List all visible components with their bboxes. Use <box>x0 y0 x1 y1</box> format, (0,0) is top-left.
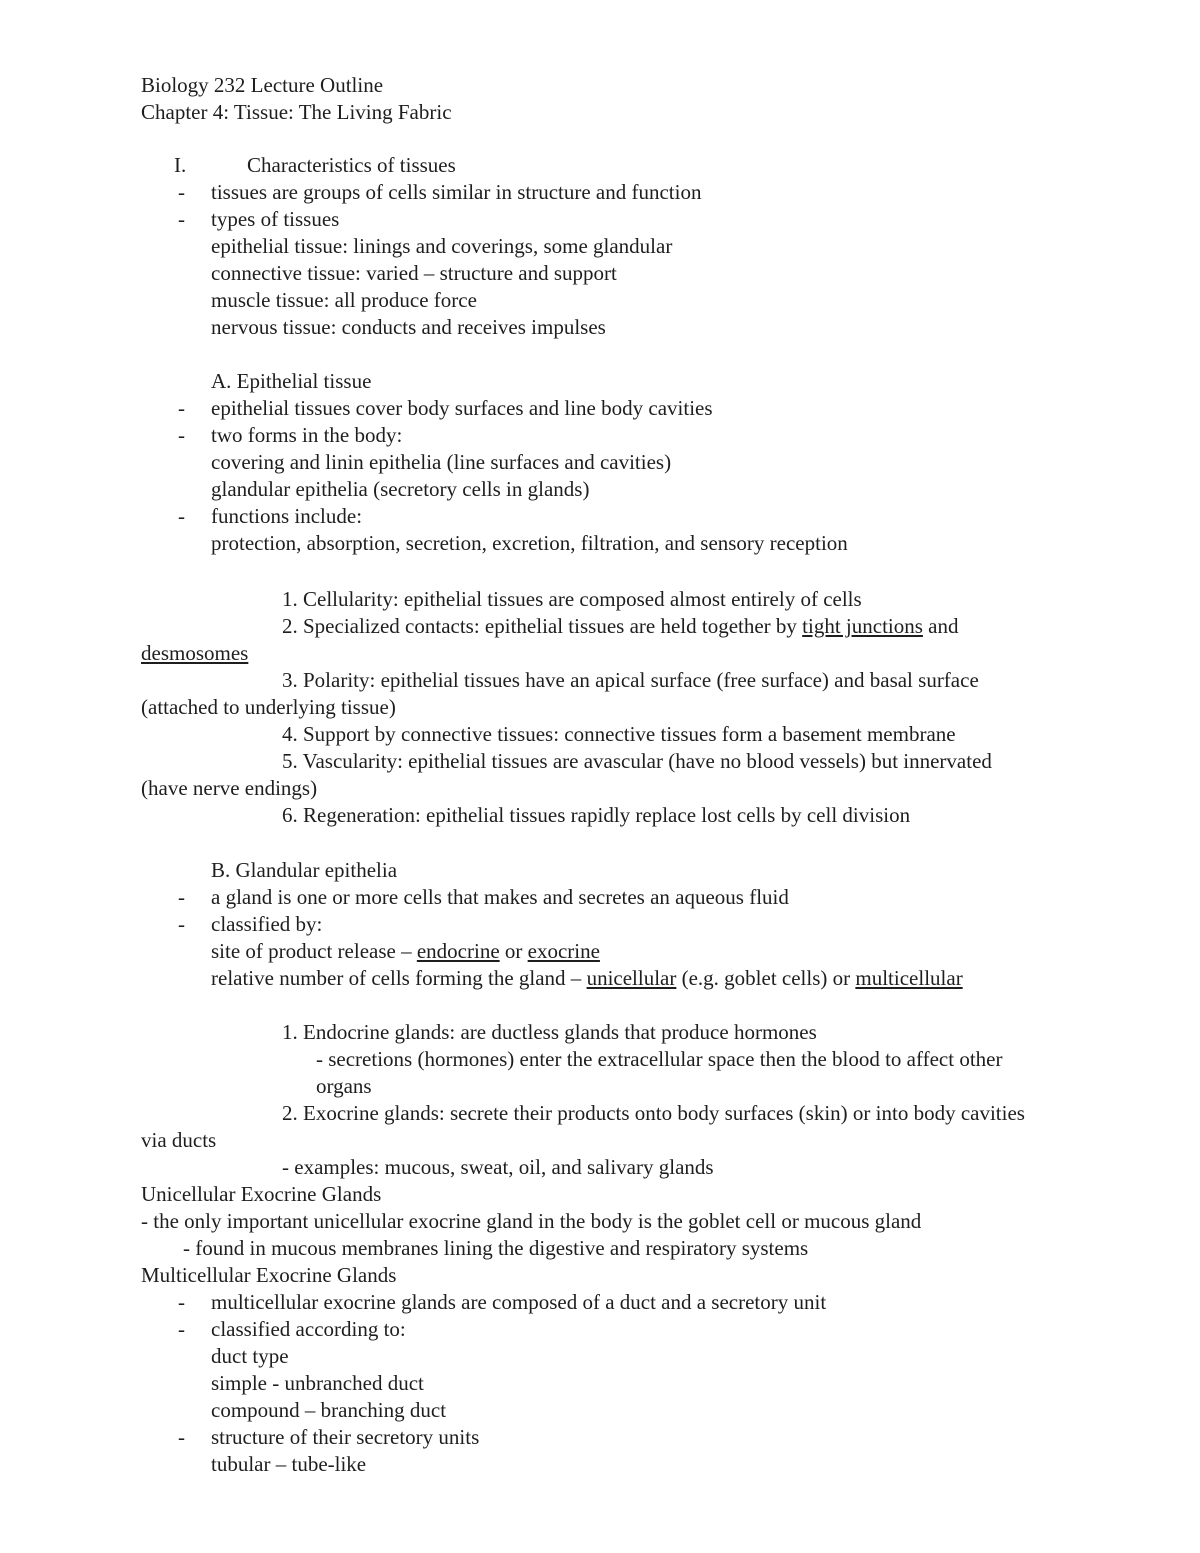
chapter-title: Chapter 4: Tissue: The Living Fabric <box>141 100 452 124</box>
bullet-dash: - <box>178 207 185 231</box>
bullet-dash: - <box>178 1290 185 1314</box>
epithelia-form: covering and linin epithelia (line surfaces and cavities) <box>211 450 672 474</box>
heading-multicellular: Multicellular Exocrine Glands <box>141 1263 397 1287</box>
item-text: and <box>922 614 959 638</box>
numbered-item: 2. Exocrine glands: secrete their products onto body surfaces (skin) or into body cavities <box>282 1101 1025 1125</box>
bullet-text: classified according to: <box>211 1317 406 1341</box>
item-detail: - examples: mucous, sweat, oil, and salivary glands <box>282 1155 714 1179</box>
course-title: Biology 232 Lecture Outline <box>141 73 384 97</box>
item-text: (e.g. goblet cells) or <box>676 966 856 990</box>
subsection-title: B. Glandular epithelia <box>211 858 398 882</box>
section-numeral: I. <box>174 153 187 177</box>
tissue-type: epithelial tissue: linings and coverings, some glandular <box>211 234 673 258</box>
numbered-item: 3. Polarity: epithelial tissues have an apical surface (free surface) and basal surface <box>282 668 979 692</box>
underlined-term: desmosomes <box>141 641 249 665</box>
bullet-dash: - <box>178 885 185 909</box>
underlined-term: exocrine <box>527 939 600 963</box>
underlined-term: tight junctions <box>802 614 923 638</box>
numbered-item: 6. Regeneration: epithelial tissues rapidly replace lost cells by cell division <box>282 803 911 827</box>
tissue-type: connective tissue: varied – structure and support <box>211 261 617 285</box>
bullet-text: a gland is one or more cells that makes and secretes an aqueous fluid <box>211 885 789 909</box>
item-text: 2. Specialized contacts: epithelial tissues are held together by <box>282 614 803 638</box>
classification-line <box>211 965 963 992</box>
numbered-item: 4. Support by connective tissues: connective tissues form a basement membrane <box>282 722 956 746</box>
bullet-dash: - <box>178 180 185 204</box>
item-text: relative number of cells forming the gland – <box>211 966 587 990</box>
underlined-term: endocrine <box>416 939 500 963</box>
secretory-line: tubular – tube-like <box>211 1452 367 1476</box>
duct-line: simple - unbranched duct <box>211 1371 424 1395</box>
bullet-dash: - <box>178 504 185 528</box>
numbered-item: 1. Cellularity: epithelial tissues are composed almost entirely of cells <box>282 587 862 611</box>
bullet-dash: - <box>178 396 185 420</box>
bullet-text: structure of their secretory units <box>211 1425 480 1449</box>
heading-unicellular: Unicellular Exocrine Glands <box>141 1182 382 1206</box>
numbered-item: 5. Vascularity: epithelial tissues are avascular (have no blood vessels) but innervated <box>282 749 992 773</box>
bullet-text: epithelial tissues cover body surfaces and line body cavities <box>211 396 713 420</box>
underlined-term: multicellular <box>855 966 963 990</box>
subsection-title: A. Epithelial tissue <box>211 369 372 393</box>
classification-line <box>211 938 600 965</box>
epithelia-form: glandular epithelia (secretory cells in glands) <box>211 477 590 501</box>
functions-list: protection, absorption, secretion, excretion, filtration, and sensory reception <box>211 531 848 555</box>
bullet-text: two forms in the body: <box>211 423 403 447</box>
bullet-text: classified by: <box>211 912 323 936</box>
bullet-dash: - <box>178 423 185 447</box>
bullet-dash: - <box>178 912 185 936</box>
item-detail: organs <box>316 1074 372 1098</box>
duct-line: duct type <box>211 1344 289 1368</box>
tissue-type: muscle tissue: all produce force <box>211 288 477 312</box>
bullet-text: functions include: <box>211 504 363 528</box>
numbered-item <box>282 613 959 640</box>
note-line: - found in mucous membranes lining the digestive and respiratory systems <box>183 1236 809 1260</box>
bullet-dash: - <box>178 1317 185 1341</box>
item-continuation: (have nerve endings) <box>141 776 318 800</box>
duct-line: compound – branching duct <box>211 1398 447 1422</box>
bullet-dash: - <box>178 1425 185 1449</box>
underlined-term: unicellular <box>586 966 677 990</box>
section-title: Characteristics of tissues <box>247 153 456 177</box>
item-continuation: via ducts <box>141 1128 217 1152</box>
numbered-item: 1. Endocrine glands: are ductless glands that produce hormones <box>282 1020 817 1044</box>
item-text: or <box>499 939 528 963</box>
bullet-text: multicellular exocrine glands are composed of a duct and a secretory unit <box>211 1290 827 1314</box>
tissue-type: nervous tissue: conducts and receives impulses <box>211 315 606 339</box>
item-continuation: (attached to underlying tissue) <box>141 695 396 719</box>
item-detail: - secretions (hormones) enter the extracellular space then the blood to affect other <box>316 1047 1003 1071</box>
item-text: site of product release – <box>211 939 417 963</box>
bullet-text: tissues are groups of cells similar in structure and function <box>211 180 702 204</box>
bullet-text: types of tissues <box>211 207 340 231</box>
note-line: - the only important unicellular exocrine gland in the body is the goblet cell or mucous gland <box>141 1209 922 1233</box>
